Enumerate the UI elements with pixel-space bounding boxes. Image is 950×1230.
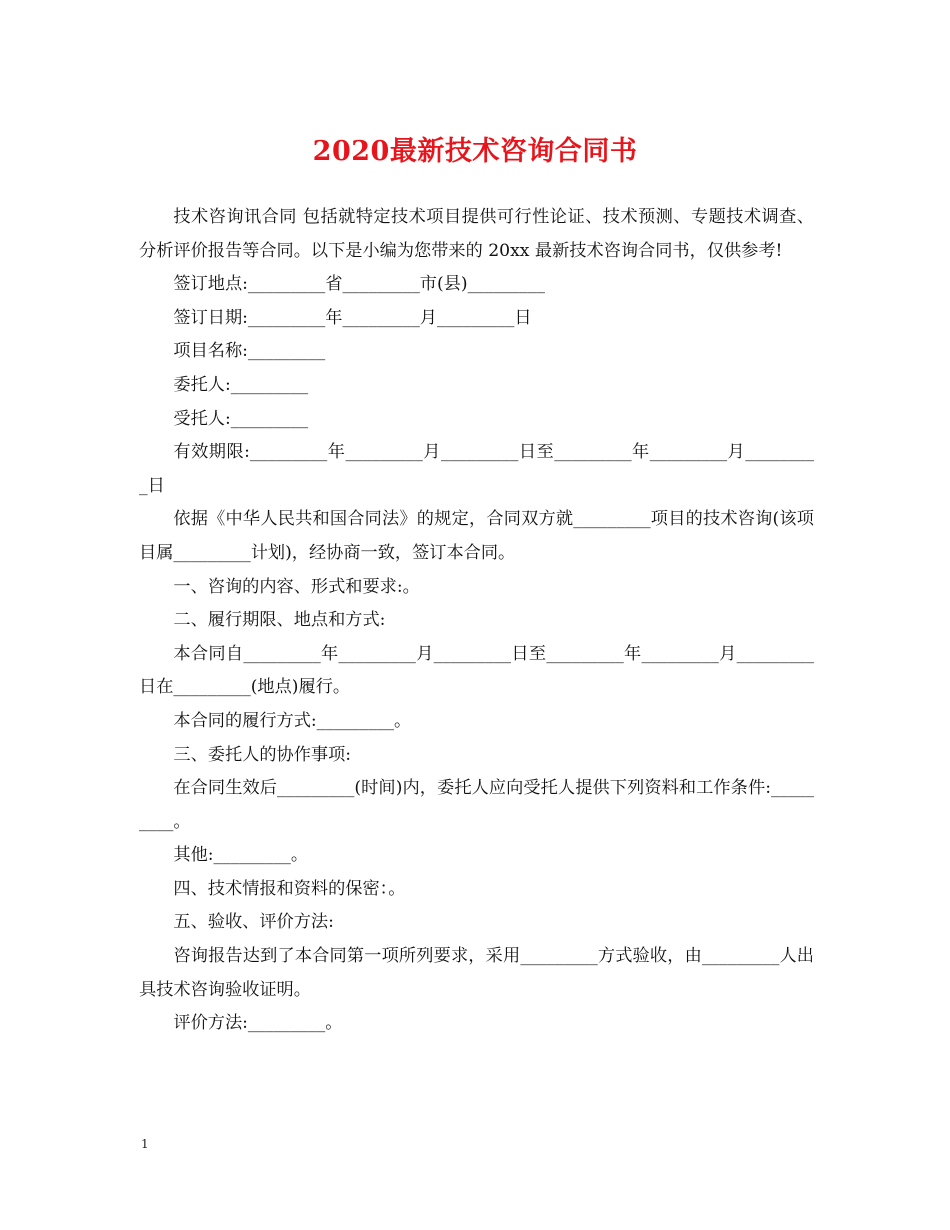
consultant-line: 受托人:_________: [173, 408, 309, 429]
document-title: 2020最新技术咨询合同书: [312, 136, 638, 167]
section-4-heading: 四、技术情报和资料的保密：。: [173, 878, 406, 899]
validity-period-line: 有效期限:_________年_________月_________日至_________年_________月_________日: [139, 442, 814, 496]
section-1-heading: 一、咨询的内容、形式和要求:。: [173, 576, 420, 597]
document-body: [139, 201, 814, 1041]
section-3-heading: 三、委托人的协作事项:: [173, 744, 352, 765]
signing-date-line: 签订日期:_________年_________月_________日: [173, 307, 532, 328]
client-materials-paragraph: 在合同生效后_________(时间)内，委托人应向受托人提供下列资料和工作条件:_________。: [139, 778, 814, 832]
intro-paragraph: 技术咨询讯合同 包括就特定技术项目提供可行性论证、技术预测、专题技术调查、分析评价报告等合同。以下是小编为您带来的 20xx 最新技术咨询合同书，仅供参考!: [139, 207, 814, 261]
client-line: 委托人:_________: [173, 374, 309, 395]
other-line: 其他:_________。: [173, 845, 309, 866]
signing-place-line: 签订地点:_________省_________市(县)_________: [173, 274, 545, 295]
evaluation-method-line: 评价方法:_________。: [173, 1013, 343, 1034]
page-number: 1: [141, 1137, 149, 1151]
section-2-heading: 二、履行期限、地点和方式:: [173, 610, 386, 631]
project-name-line: 项目名称:_________: [173, 341, 326, 362]
acceptance-paragraph: 咨询报告达到了本合同第一项所列要求，采用_________方式验收，由_________人出具技术咨询验收证明。: [139, 946, 814, 1000]
legal-basis-paragraph: 依据《中华人民共和国合同法》的规定，合同双方就_________项目的技术咨询(该项目属_________计划)，经协商一致，签订本合同。: [139, 509, 814, 563]
section-5-heading: 五、验收、评价方法:: [173, 912, 334, 933]
performance-method-line: 本合同的履行方式:_________。: [173, 710, 412, 731]
performance-period-paragraph: 本合同自_________年_________月_________日至_________年_________月_________日在_________(地点)履行。: [139, 643, 814, 698]
